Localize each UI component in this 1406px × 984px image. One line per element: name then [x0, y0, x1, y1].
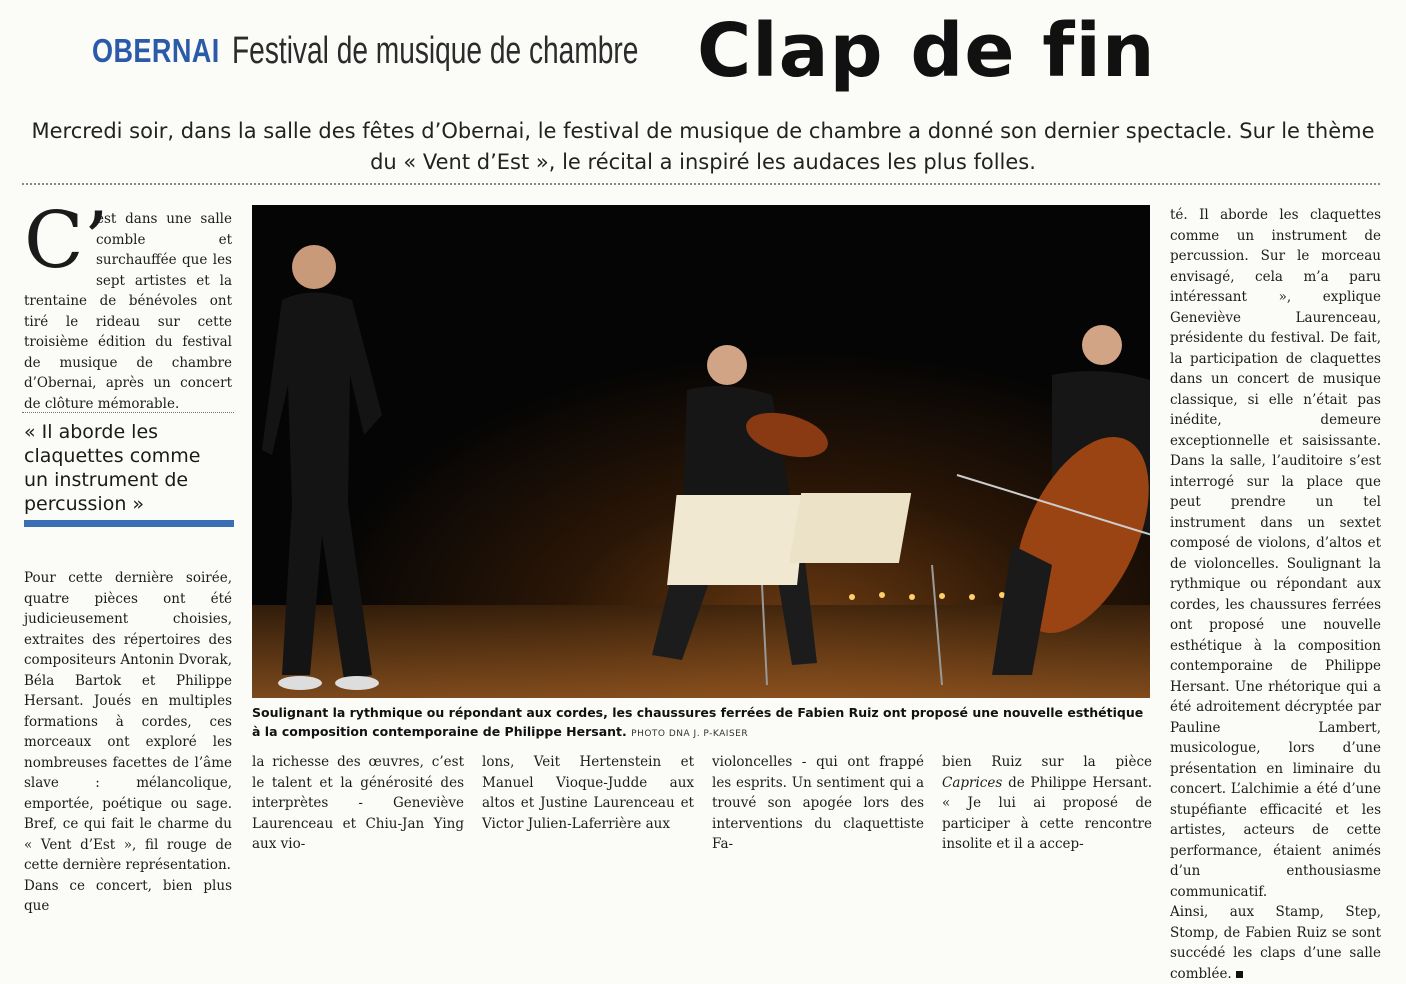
article-standfirst: Mercredi soir, dans la salle des fêtes d’Obernai, le festival de musique de chambre a donné son dernier spectacle. Sur le thème du « Vent d’Est », le récital a inspiré les audaces les plus folles.: [31, 119, 1375, 174]
photo-caption: [252, 703, 1152, 744]
column-5: [942, 752, 1152, 855]
dropcap-indent: [24, 209, 96, 271]
photo-credit: PHOTO DNA J. P-KAISER: [631, 729, 749, 739]
pull-quote: « Il aborde les claquettes comme un instrument de percussion »: [24, 421, 201, 515]
column-2: la richesse des œuvres, c’est le talent et la générosité des interprètes - Geneviève Laurenceau et Chiu-Jan Ying aux vio-: [252, 754, 464, 852]
article-subhead: Festival de musique de chambre: [232, 30, 639, 72]
column-6-closing: Ainsi, aux Stamp, Step, Stomp, de Fabien Ruiz se sont succédé les claps d’une salle comblée.: [1170, 904, 1381, 982]
lead-paragraph: [24, 209, 232, 414]
header-divider: [22, 183, 1380, 185]
column-6-paragraph-1: té. Il aborde les claquettes comme un instrument de percussion. Sur le morceau envisagé, cela m’a paru intéressant », explique Geneviève Laurenceau, présidente du festival. De fait, la participation de claquettes dans un concert de musique classique, si elle n’était pas inédite, demeure exceptionnelle et saisissante. Dans la salle, l’auditoire s’est interrogé sur la place que peut prendre un tel instrument dans un sextet composé de violons, d’altos et de violoncelles. Soulignant la rythmique ou répondant aux cordes, les chaussures ferrées ont proposé une nouvelle esthétique à la composition contemporaine de Philippe Hersant. Une rhétorique qui a été adroitement décryptée par Pauline Lambert, musicologue, lors d’une présentation en liminaire du concert. L’alchimie a été d’une stupéfiante efficacité et les artistes, acteurs de cette performance, étaient animés d’un enthousiasme communicatif.: [1170, 207, 1381, 900]
column-1-paragraph: Pour cette dernière soirée, quatre pièces ont été judicieusement choisies, extraites des répertoires des compositeurs Antonin Dvorak, Béla Bartok et Philippe Hersant. Joués en multiples formations à cordes, ces morceaux ont exploré les nombreuses facettes de l’âme slave : mélancolique, emportée, poétique ou sage. Bref, ce qui fait le charme du « Vent d’Est », fil rouge de cette dernière représentation.: [24, 570, 232, 873]
concert-photo: [252, 205, 1150, 698]
column-5-after: de Philippe Hersant. « Je lui ai proposé de participer à cette rencontre insolite et il a accep-: [942, 774, 1152, 852]
end-mark-icon: [1236, 971, 1243, 978]
pull-quote-bar: [24, 520, 234, 527]
article-headline: Clap de fin: [697, 8, 1156, 94]
column-6: [1170, 205, 1381, 984]
drop-cap: C’: [24, 196, 109, 286]
column-5-before: bien Ruiz sur la pièce: [942, 754, 1152, 770]
column-4: violoncelles - qui ont frappé les esprits. Un sentiment qui a trouvé son apogée lors des interventions du claquettiste Fa-: [712, 754, 924, 852]
column-6-paragraph-2: [1170, 902, 1381, 984]
column-1-tail: Dans ce concert, bien plus que: [24, 877, 232, 914]
column-3: lons, Veit Hertenstein et Manuel Vioque-Judde aux altos et Justine Laurenceau et Victor Julien-Laferrière aux: [482, 754, 694, 832]
pull-quote-top-rule: [22, 412, 234, 413]
section-kicker: OBERNAI: [92, 32, 220, 69]
concert-photo-illustration: [252, 205, 1150, 698]
lead-text: est dans une salle comble et surchauffée que les sept artistes et la trentaine de bénévoles ont tiré le rideau sur cette troisième édition du festival de musique de chambre d’Obernai, après un concert de clôture mémorable.: [24, 211, 232, 412]
work-title: Caprices: [942, 774, 1003, 791]
caption-text: Soulignant la rythmique ou répondant aux cordes, les chaussures ferrées de Fabien Ruiz ont proposé une nouvelle esthétique à la composition contemporaine de Philippe Hersant.: [252, 705, 1144, 739]
column-1-body: [24, 568, 232, 917]
